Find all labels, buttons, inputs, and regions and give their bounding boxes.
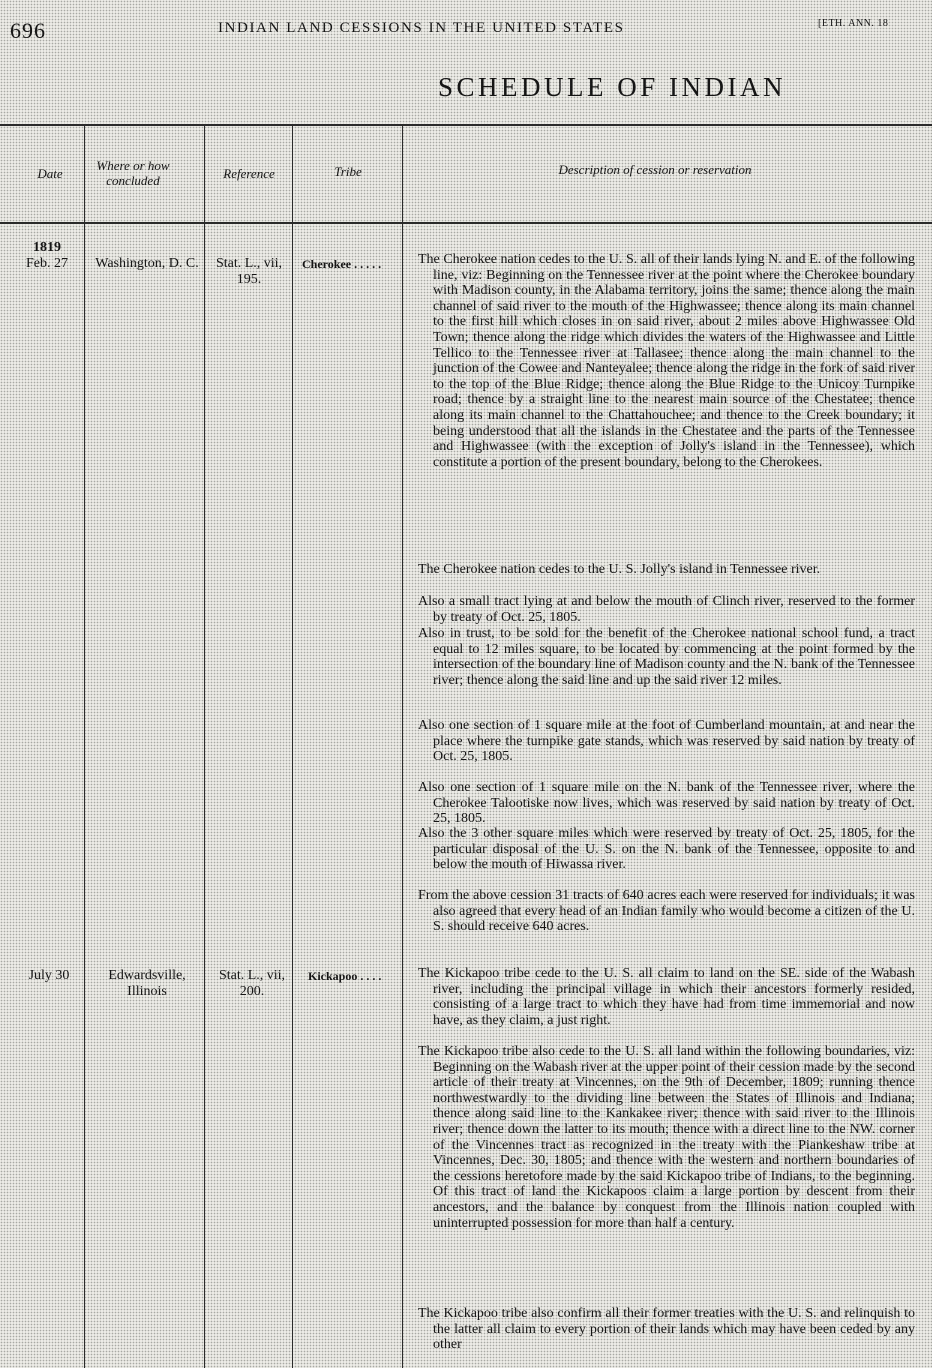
- header-description: Description of cession or reservation: [558, 162, 752, 177]
- running-head: INDIAN LAND CESSIONS IN THE UNITED STATES: [218, 20, 625, 36]
- column-divider-2: [204, 124, 205, 1368]
- header-tribe: Tribe: [334, 164, 362, 179]
- row-1-date: Feb. 27: [26, 255, 68, 271]
- table-row-1-date: [14, 240, 80, 272]
- table-row-1-tribe: Cherokee . . . . .: [302, 257, 382, 271]
- row-1-description-para-6: Also one section of 1 square mile on the N. bank of the Tennessee river, where the Cherokee Talootiske now lives, which was reserved by said nation by treaty of Oct. 25, 1805.: [418, 780, 915, 827]
- column-divider-1: [84, 124, 85, 1368]
- table-row-2-date: July 30: [28, 968, 70, 983]
- row-2-description-para-1: The Kickapoo tribe cede to the U. S. all claim to land on the SE. side of the Wabash river, including the principal village in which their ancestors formerly resided, consisting of a large tract to which they have had from time immemorial and now have, as they claim, a just right.: [418, 966, 915, 1028]
- row-2-description-para-3: The Kickapoo tribe also confirm all their former treaties with the U. S. and relinquish to the latter all claim to every portion of their lands which may have been ceded by any other: [418, 1306, 915, 1353]
- row-1-description-para-5: Also one section of 1 square mile at the foot of Cumberland mountain, at and near the place where the turnpike gate stands, which was reserved by said nation by treaty of Oct. 25, 1805.: [418, 718, 915, 765]
- column-divider-3: [292, 124, 293, 1368]
- page-number: 696: [10, 18, 46, 43]
- row-1-description-para-8: From the above cession 31 tracts of 640 acres each were reserved for individuals; it was also agreed that every head of an Indian family who would become a citizen of the U. S. should receive 640 acres.: [418, 888, 915, 935]
- row-1-year: 1819: [33, 240, 61, 255]
- row-1-description-para-7: Also the 3 other square miles which were reserved by treaty of Oct. 25, 1805, for the particular disposal of the U. S. on the N. bank of the Tennessee, opposite to and below the mouth of Hiwassa river.: [418, 826, 915, 873]
- row-1-description-para-4: Also in trust, to be sold for the benefit of the Cherokee national school fund, a tract equal to 12 miles square, to be located by commencing at the point formed by the intersection of the boundary line of Madison county and the N. bank of the Tennessee river; thence along the said line and up the said river 12 miles.: [418, 626, 915, 688]
- row-1-description-para-1: The Cherokee nation cedes to the U. S. all of their lands lying N. and E. of the following line, viz: Beginning on the Tennessee river at the point where the Cherokee boundary with Madison county, in the Alabama territory, joins the same; thence along the main channel of said river to the mouth of the Highwassee; thence along its main channel to the first hill which closes in on said river, about 2 miles above Highwassee Old Town; thence along the ridge which divides the waters of the Highwassee and Little Tellico to the Tennessee river at Tallasee; thence along the main channel to the junction of the Cowee and Nanteyalee; thence along the ridge in the fork of said river to the top of the Blue Ridge; thence along the Blue Ridge to the Unicoy Turnpike road; thence by a straight line to the nearest main source of the Chestatee; thence along its main channel to the Chattahouchee; and thence to the Creek boundary; it being understood that all the islands in the Chestatee and the parts of the Tennessee and Highwassee (with the exception of Jolly's island in the Tennessee), which constitute a portion of the present boundary, belong to the Cherokees.: [418, 252, 915, 470]
- row-1-description-para-3: Also a small tract lying at and below the mouth of Clinch river, reserved to the former by treaty of Oct. 25, 1805.: [418, 594, 915, 625]
- table-row-2-tribe: Kickapoo . . . .: [308, 969, 382, 983]
- table-row-1-reference: Stat. L., vii, 195.: [215, 256, 283, 287]
- running-reference: [ETH. ANN. 18: [818, 18, 889, 29]
- row-2-description-para-2: The Kickapoo tribe also cede to the U. S. all land within the following boundaries, viz: Beginning on the Wabash river at the upper point of their cession made by the second article of their treaty at Vincennes, on the 9th of December, 1809; running thence northwestwardly to the dividing line between the States of Illinois and Indiana; thence along said line to the Kankakee river; thence with said river to the Illinois river; thence down the latter to its mouth; thence with a direct line to the NW. corner of the Vincennes tract as recognized in the treaty with the Piankeshaw tribe at Vincennes, Dec. 30, 1805; and thence with the western and northern boundaries of the cessions heretofore made by the said Kickapoo tribe of Indians, to the beginning. Of this tract of land the Kickapoos claim a large portion by descent from their ancestors, and the balance by conquest from the Illinois nation coupled with uninterrupted possession for more than half a century.: [418, 1044, 915, 1231]
- table-row-2-where: Edwardsville, Illinois: [108, 968, 186, 999]
- header-reference: Reference: [223, 166, 275, 181]
- row-1-description-para-2: The Cherokee nation cedes to the U. S. Jolly's island in Tennessee river.: [418, 562, 821, 577]
- header-where: Where or how concluded: [96, 158, 170, 188]
- header-date: Date: [37, 166, 63, 181]
- table-row-1-where: Washington, D. C.: [95, 256, 199, 271]
- table-row-2-reference: Stat. L., vii, 200.: [218, 968, 286, 999]
- column-divider-4: [402, 124, 403, 1368]
- table-top-rule: [0, 124, 932, 126]
- schedule-title: SCHEDULE OF INDIAN: [438, 72, 786, 102]
- header-bottom-rule: [0, 222, 932, 224]
